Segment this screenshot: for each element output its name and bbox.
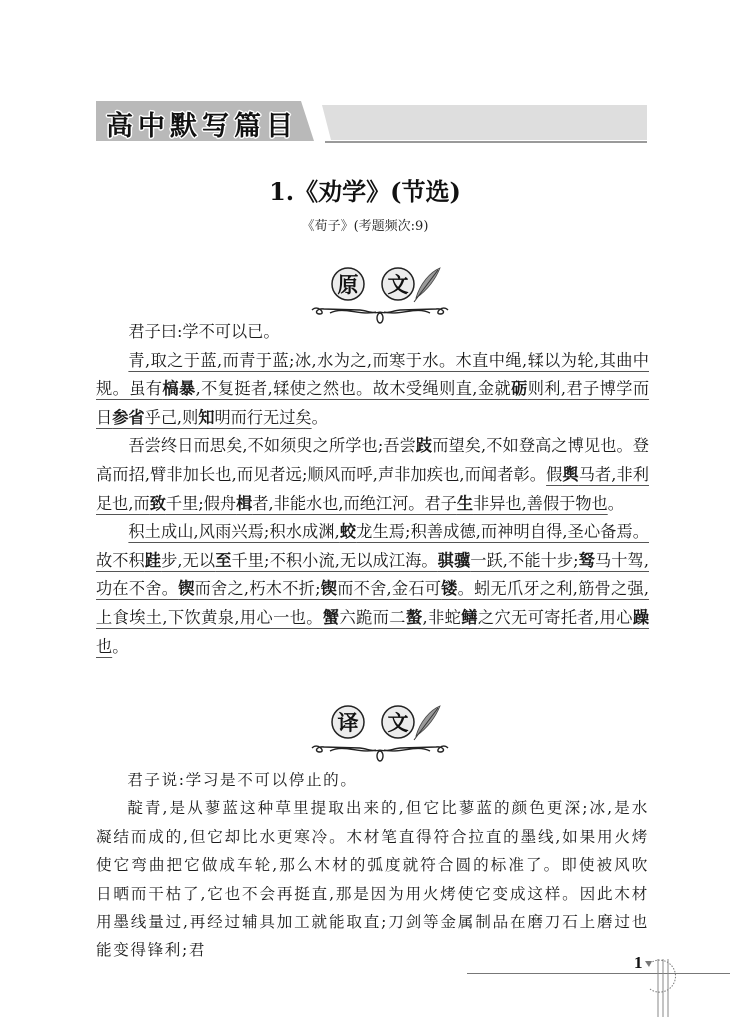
article-title: 1.《劝学》(节选) — [269, 177, 461, 206]
text-run: 。 — [112, 636, 129, 656]
text-run: ,非蛇 — [422, 607, 462, 627]
key-word: 蛟 — [339, 522, 357, 542]
original-paragraph-3 — [96, 432, 649, 518]
section-banner — [96, 101, 647, 145]
text-run: 一跃,不能十步; — [470, 550, 579, 570]
key-word: 楫 — [236, 493, 253, 513]
original-paragraph-2 — [96, 347, 649, 433]
text-run: 积土成山,风雨兴焉;积水成渊, — [128, 522, 340, 542]
text-run: 明而行无过矣 — [214, 407, 312, 427]
text-run: 龙生焉;积善成德,而神明自得,圣心备焉。故不积 — [96, 522, 649, 570]
ornament-graphic — [300, 262, 460, 326]
key-word: 鳝 — [461, 607, 478, 627]
label-char-1: 译 — [337, 711, 359, 735]
key-word: 镂 — [441, 579, 458, 599]
key-word: 躁 — [632, 607, 650, 627]
key-word: 跂 — [415, 436, 433, 456]
circular-arrow-icon — [648, 960, 675, 992]
key-word: 致 — [149, 493, 166, 513]
text-run: 者,非能水也,而绝江河。君子 — [252, 493, 457, 513]
quill-pen-icon — [414, 706, 440, 740]
text-run: 。蚓无爪牙之利,筋骨之强,上食埃土,下饮黄泉,用心一也。 — [96, 579, 650, 627]
label-char-2: 文 — [387, 711, 409, 735]
key-word: 参省 — [112, 407, 145, 427]
key-word: 至 — [215, 550, 232, 570]
key-word: 锲 — [178, 579, 195, 599]
original-text-label — [300, 262, 460, 326]
translation-paragraph-2: 靛青,是从蓼蓝这种草里提取出来的,但它比蓼蓝的颜色更深;冰,是水凝结而成的,但它却比水更寒冷。木材笔直得符合拉直的墨线,如果用火烤使它弯曲把它做成车轮,那么木材的弧度就符合圆的标准了。即使被风吹日晒而干枯了,它也不会再挺直,那是因为用火烤使它变成这样。因此木材用墨线量过,再经过辅具加工就能取直;刀剑等金属制品在磨刀石上磨过也能变得锋利;君 — [96, 799, 649, 960]
page-corner-decoration — [640, 945, 700, 1017]
key-word: 知 — [198, 407, 215, 427]
banner-light-band — [322, 105, 647, 140]
page-number: 1 — [634, 953, 643, 972]
text-run: 。 — [607, 493, 624, 513]
text-run: 也 — [96, 636, 113, 656]
text-run: 。 — [311, 407, 328, 427]
key-word: 骐骥 — [437, 550, 471, 570]
translation-paragraph-1: 君子说:学习是不可以停止的。 — [127, 771, 358, 789]
key-word: 槁暴 — [162, 379, 196, 399]
text-run: 乎己,则 — [144, 407, 199, 427]
text-run: 六跪而二 — [339, 607, 406, 627]
banner-underline — [325, 141, 647, 143]
original-paragraph-1: 君子曰:学不可以已。 — [128, 322, 280, 341]
text-run: 马者,非利足也,而 — [96, 464, 649, 513]
text-run: ,不复挺者,𫐓使之然也。故木受绳则直,金就 — [195, 379, 512, 399]
key-word: 舆 — [562, 464, 579, 484]
original-paragraph-4 — [96, 518, 649, 661]
text-run: 而望矣,不如登高之博见也。登高而招,臂非加长也,而见者远;顺风而呼,声非加疾也,而闻者彰。 — [96, 436, 649, 484]
label-char-1: 原 — [337, 273, 359, 297]
quill-pen-icon — [414, 268, 440, 302]
key-word: 砺 — [511, 379, 528, 399]
text-run: 非异也,善假于物也 — [473, 493, 608, 513]
text-run: 之穴无可寄托者,用心 — [477, 607, 633, 627]
text-run: 则利,君子博学而日 — [96, 379, 650, 427]
scroll-flourish-icon — [312, 746, 448, 761]
original-text — [96, 318, 649, 661]
text-run: 假 — [546, 464, 563, 484]
text-run: 步,无以 — [161, 550, 216, 570]
article-subtitle: 《荀子》(考题频次:9) — [301, 219, 429, 234]
key-word: 驽 — [578, 550, 595, 570]
key-word: 蟹 — [322, 607, 340, 627]
key-word: 锲 — [320, 579, 338, 599]
key-word: 螯 — [405, 607, 423, 627]
section-title: 高中默写篇目 — [106, 111, 298, 142]
text-run: 而不舍,金石可 — [337, 579, 442, 599]
text-run: 千里;假舟 — [165, 493, 237, 513]
text-run: 青,取之于蓝,而青于蓝;冰,水为之,而寒于水。木直中绳,𫐓以为轮,其曲中规。虽有 — [96, 350, 649, 399]
text-run: 马十驾,功在不舍。 — [96, 550, 649, 599]
ornament-graphic — [300, 700, 460, 764]
translation-label — [300, 700, 460, 764]
translation-text — [96, 766, 649, 965]
label-char-2: 文 — [387, 273, 409, 297]
key-word: 跬 — [144, 550, 162, 570]
text-run: 千里;不积小流,无以成江海。 — [231, 550, 438, 570]
text-run: 吾尝终日而思矣,不如须臾之所学也;吾尝 — [128, 436, 416, 456]
key-word: 生 — [456, 493, 474, 513]
text-run: 而舍之,朽木不折; — [194, 579, 321, 599]
